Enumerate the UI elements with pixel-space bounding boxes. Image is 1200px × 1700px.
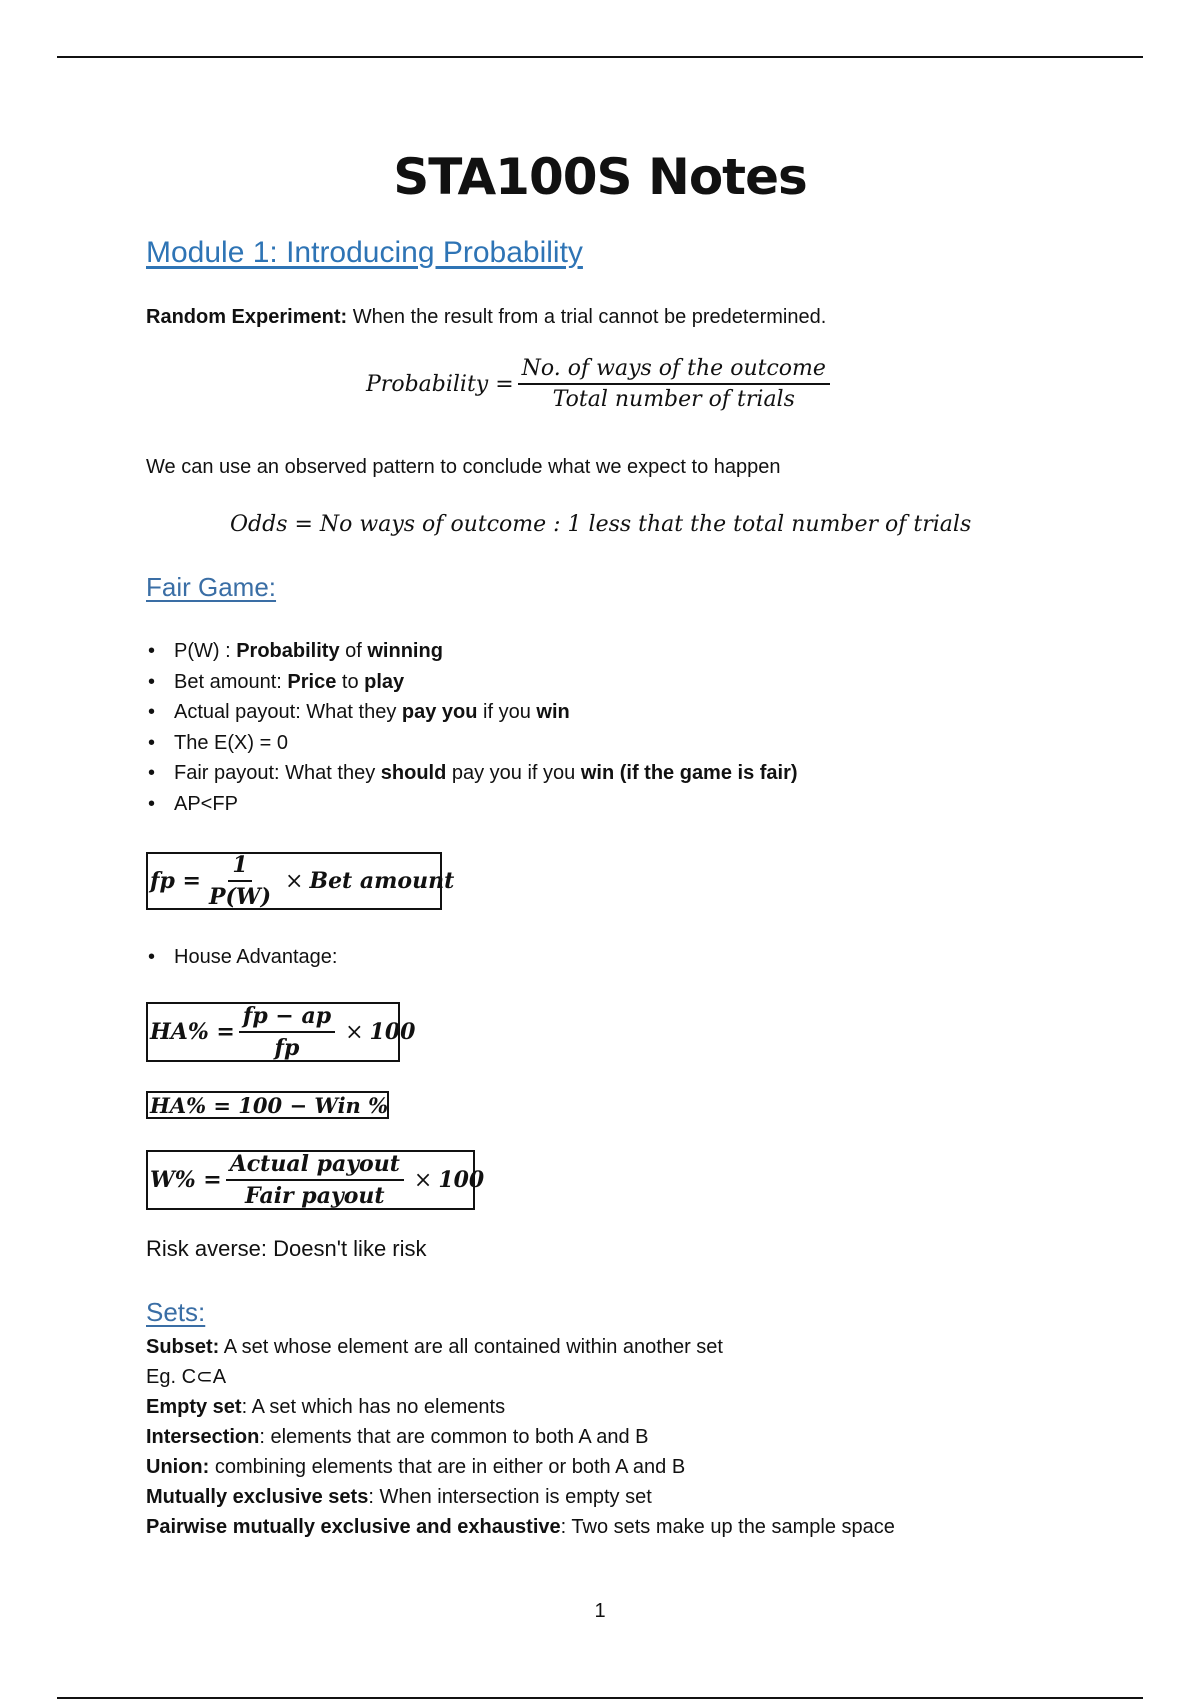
probability-denominator: Total number of trials: [552, 387, 795, 412]
list-item: Eg. C⊂A: [146, 1366, 227, 1388]
ha-denominator: fp: [274, 1035, 300, 1061]
probability-fraction: [518, 356, 830, 412]
list-item: Intersection: elements that are common to both A and B: [146, 1426, 649, 1448]
sets-heading: Sets:: [146, 1297, 206, 1327]
list-item: • Bet amount: Price to play: [146, 667, 798, 698]
w-formula-rhs: 100: [438, 1167, 485, 1193]
list-item: Subset: A set whose element are all contained within another set: [146, 1336, 723, 1358]
list-item: • Fair payout: What they should pay you if you win (if the game is fair): [146, 758, 798, 789]
pattern-paragraph: We can use an observed pattern to conclude what we expect to happen: [146, 456, 781, 478]
house-advantage-win-formula-box: HA% = 100 − Win %: [146, 1091, 389, 1119]
w-denominator: Fair payout: [245, 1183, 385, 1209]
house-advantage-bullet: • House Advantage:: [146, 942, 337, 972]
ha-numerator: fp − ap: [239, 1003, 335, 1033]
list-item: • Actual payout: What they pay you if you win: [146, 697, 798, 728]
probability-formula: [366, 356, 834, 412]
ha-formula-rhs: 100: [369, 1019, 416, 1045]
times-symbol: ×: [413, 1167, 433, 1193]
fp-denominator: P(W): [208, 884, 272, 910]
list-item: Empty set: A set which has no elements: [146, 1396, 506, 1418]
fair-game-bullet-list: [146, 636, 798, 819]
list-item: • P(W) : Probability of winning: [146, 636, 798, 667]
page-title: STA100S Notes: [393, 148, 807, 206]
fair-game-heading: Fair Game:: [146, 572, 277, 602]
page-number: 1: [594, 1600, 606, 1622]
fp-formula-lhs: fp =: [150, 868, 201, 894]
times-symbol: ×: [345, 1019, 364, 1045]
sets-definitions: [146, 1332, 895, 1542]
random-experiment-paragraph: [146, 306, 826, 329]
fp-formula-rhs: Bet amount: [309, 868, 455, 894]
list-item: • The E(X) = 0: [146, 728, 798, 759]
list-item: Mutually exclusive sets: When intersection is empty set: [146, 1486, 652, 1508]
w-numerator: Actual payout: [226, 1151, 404, 1181]
fp-numerator: 1: [228, 852, 251, 882]
w-fraction: [226, 1151, 404, 1209]
ha-fraction: [239, 1003, 335, 1061]
risk-averse-text: Risk averse: Doesn't like risk: [146, 1236, 427, 1261]
list-item: Union: combining elements that are in either or both A and B: [146, 1456, 686, 1478]
list-item: Pairwise mutually exclusive and exhaustive: Two sets make up the sample space: [146, 1516, 895, 1538]
w-formula-lhs: W% =: [150, 1167, 222, 1193]
fair-payout-formula-box: [146, 852, 455, 910]
probability-formula-lhs: Probability =: [366, 371, 514, 397]
win-percentage-formula-box: [146, 1150, 485, 1210]
top-rule: [57, 56, 1143, 58]
odds-formula: Odds = No ways of outcome : 1 less that the total number of trials: [230, 512, 972, 537]
module-heading: Module 1: Introducing Probability: [146, 236, 583, 269]
times-symbol: ×: [285, 868, 304, 894]
fp-fraction: [205, 852, 275, 910]
ha-formula-lhs: HA% =: [150, 1019, 235, 1045]
probability-numerator: No. of ways of the outcome: [518, 356, 830, 385]
bottom-rule: [57, 1697, 1143, 1699]
random-experiment-definition: When the result from a trial cannot be predetermined.: [347, 306, 827, 328]
list-item: • AP<FP: [146, 789, 798, 820]
house-advantage-formula-box: [146, 1002, 416, 1062]
random-experiment-term: Random Experiment:: [146, 306, 348, 328]
